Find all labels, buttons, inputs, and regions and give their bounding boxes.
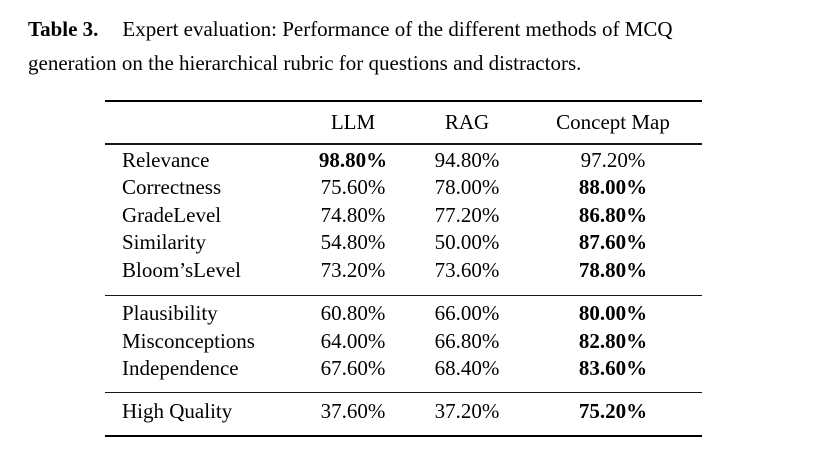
caption-label: Table 3. (28, 17, 99, 41)
cell-llm: 74.80% (320, 202, 386, 227)
caption-text-line2: generation on the hierarchical rubric for questions and distractors. (28, 51, 582, 75)
cell-concept-map: 87.60% (578, 230, 648, 255)
cell-concept-map: 78.80% (578, 257, 648, 282)
cell-llm: 75.60% (320, 175, 386, 200)
cell-rag: 77.20% (434, 202, 500, 227)
caption-text-line1: Expert evaluation: Performance of the different methods of MCQ (122, 17, 673, 41)
table-row (105, 147, 702, 175)
cell-rag: 68.40% (434, 356, 500, 381)
column-header-concept-map: Concept Map (556, 110, 670, 134)
table-section-questions (105, 145, 702, 295)
cell-llm: 67.60% (320, 356, 386, 381)
row-label: Correctness (122, 175, 222, 200)
row-label: Independence (122, 356, 239, 381)
cell-rag: 66.80% (434, 328, 500, 353)
table-row (105, 229, 702, 257)
table-rule-bottom (105, 435, 702, 437)
table-row (105, 300, 702, 328)
cell-rag: 37.20% (434, 399, 500, 424)
table-section-distractors (105, 296, 702, 392)
cell-rag: 73.60% (434, 257, 500, 282)
row-label: Bloom’sLevel (122, 257, 241, 282)
table-row (105, 355, 702, 383)
table-row (105, 257, 702, 285)
cell-llm: 98.80% (318, 147, 388, 172)
cell-rag: 94.80% (434, 147, 500, 172)
cell-llm: 73.20% (320, 257, 386, 282)
column-header-llm: LLM (330, 110, 376, 134)
cell-rag: 66.00% (434, 301, 500, 326)
row-label: Plausibility (122, 301, 218, 326)
cell-concept-map: 75.20% (578, 399, 648, 424)
table-row (105, 398, 702, 426)
column-header-rag: RAG (444, 110, 490, 134)
cell-concept-map: 86.80% (578, 202, 648, 227)
table-header-row (105, 102, 702, 143)
table-section-overall (105, 393, 702, 435)
cell-llm: 60.80% (320, 301, 386, 326)
cell-concept-map: 88.00% (578, 175, 648, 200)
row-label: High Quality (122, 399, 233, 424)
cell-rag: 78.00% (434, 175, 500, 200)
row-label: Relevance (122, 147, 210, 172)
cell-llm: 64.00% (320, 328, 386, 353)
table-row (105, 202, 702, 230)
results-table (105, 100, 702, 437)
table-row (105, 174, 702, 202)
row-label: Misconceptions (122, 328, 255, 353)
cell-llm: 37.60% (320, 399, 386, 424)
cell-concept-map: 80.00% (578, 301, 648, 326)
cell-llm: 54.80% (320, 230, 386, 255)
cell-concept-map: 82.80% (578, 328, 648, 353)
cell-rag: 50.00% (434, 230, 500, 255)
cell-concept-map: 83.60% (578, 356, 648, 381)
row-label: Similarity (122, 230, 206, 255)
row-label: GradeLevel (122, 202, 222, 227)
cell-concept-map: 97.20% (580, 147, 646, 172)
table-row (105, 328, 702, 356)
table-caption (28, 12, 804, 80)
